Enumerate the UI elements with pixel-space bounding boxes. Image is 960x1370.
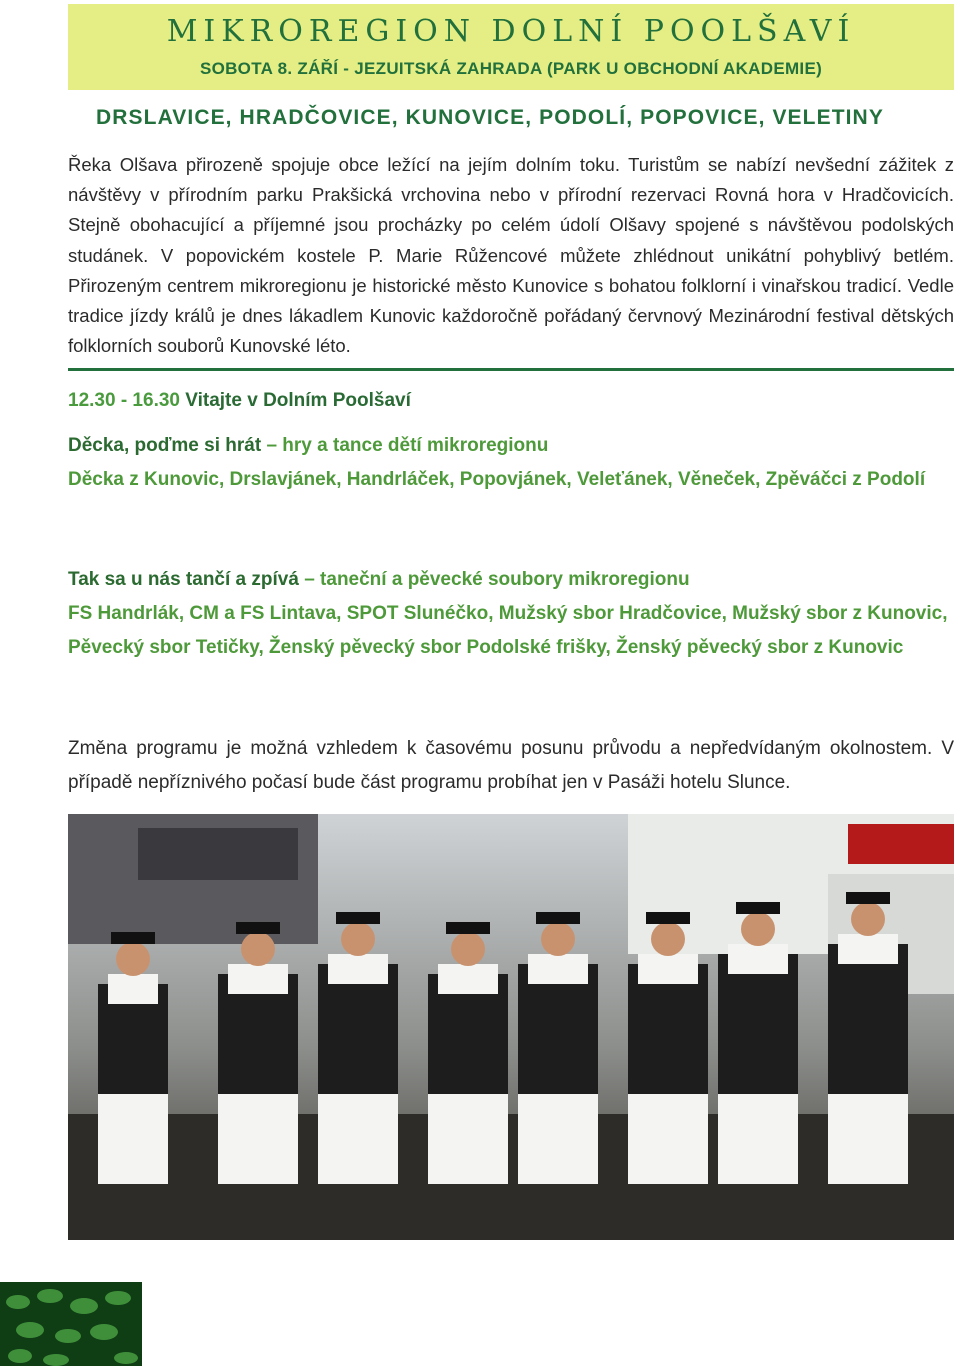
program-block-heading — [68, 429, 954, 463]
program-block-heading — [68, 563, 954, 597]
village-list-heading: DRSLAVICE, HRADČOVICE, KUNOVICE, PODOLÍ, POPOVICE, VELETINY — [96, 106, 884, 129]
program-block-lead: Tak sa u nás tančí a zpívá — [68, 569, 299, 590]
program-block-performers: FS Handrlák, CM a FS Lintava, SPOT Slunéčko, Mužský sbor Hradčovice, Mužský sbor z Kunovic, Pěvecký sbor Tetičky, Ženský pěvecký sbor Podolské frišky, Ženský pěvecký sbor z Kunovic — [68, 603, 948, 658]
leaves-illustration — [0, 1282, 142, 1366]
page-title: MIKROREGION DOLNÍ POOLŠAVÍ — [166, 14, 856, 49]
program-block-desc: – hry a tance dětí mikroregionu — [261, 435, 549, 456]
program-block-performers: Děcka z Kunovic, Drslavjánek, Handrláček, Popovjánek, Veleťánek, Věneček, Zpěváčci z Podolí — [68, 469, 926, 490]
event-date-location: SOBOTA 8. ZÁŘÍ - JEZUITSKÁ ZAHRADA (PARK U OBCHODNÍ AKADEMIE) — [199, 59, 823, 78]
program-block-desc: – taneční a pěvecké soubory mikroregionu — [298, 569, 690, 590]
section-divider — [68, 368, 954, 371]
program-block-lead: Děcka, poďme si hrát — [68, 435, 262, 456]
program-heading — [68, 390, 954, 412]
program-time: 12.30 - 16.30 — [68, 390, 180, 411]
folk-ensemble-photo-illustration — [68, 814, 954, 1240]
program-block-children — [68, 429, 954, 497]
decorative-leaves — [0, 1282, 142, 1366]
program-change-note: Změna programu je možná vzhledem k časovému posunu průvodu a nepředvídaným okolnostem. V případě nepříznivého počasí bude část programu probíhat jen v Pasáži hotelu Slunce. — [68, 738, 954, 793]
program-title: Vitajte v Dolním Poolšaví — [185, 390, 411, 411]
folk-ensemble-photo — [68, 814, 954, 1240]
header-band — [68, 4, 954, 90]
program-block-ensembles — [68, 563, 954, 665]
intro-paragraph: Řeka Olšava přirozeně spojuje obce ležící na jejím dolním toku. Turistům se nabízí nevšední zážitek z návštěvy v přírodním parku Prakšická vrchovina nebo v přírodní rezervaci Rovná hora v Hradčovicích. Stejně obohacující a příjemné jsou procházky po celém údolí Olšavy spojené s návštěvou podolských studánek. V popovickém kostele P. Marie Růžencové můžete zhlédnout unikátní pohyblivý betlém. Přirozeným centrem mikroregionu je historické město Kunovice s bohatou folklorní i vinařskou tradicí. Vedle tradice jízdy králů je dnes lákadlem Kunovic každoročně pořádaný červnový Mezinárodní festival dětských folklorních souborů Kunovské léto. — [68, 154, 954, 357]
